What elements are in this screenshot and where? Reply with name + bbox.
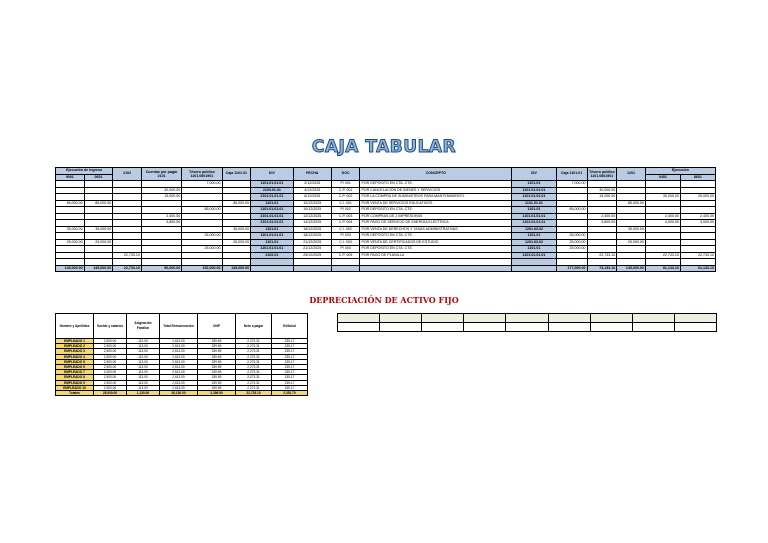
header-caja: Caja 1101.01 — [222, 168, 251, 181]
cell-total: 2,613.00 — [160, 370, 198, 375]
header-neto: Neto a pagar — [236, 314, 272, 339]
cell-div2: 1101.01.01.01 — [512, 252, 557, 259]
cell-g: 25,000.00 — [617, 239, 646, 246]
cell-h: 4,000.00 — [645, 220, 680, 227]
cell-i: 3,000.00 — [680, 220, 715, 227]
dep-cell — [548, 323, 590, 332]
cell-caja2: 85,000.00 — [556, 207, 587, 214]
cell-fecha: 4/12/2025 — [293, 187, 331, 194]
cell-div: 1101.01 — [251, 239, 293, 246]
cell-div2: 1101.01.01.01 — [512, 194, 557, 201]
cell-fecha: 18/12/2025 — [293, 233, 331, 240]
cell-concepto: POR PAGO DE PLANILLA — [360, 252, 512, 259]
total-a: 145,000.00 — [56, 265, 85, 272]
total-concepto — [360, 265, 512, 272]
cell-asig: 113.00 — [127, 385, 160, 390]
header-asignacion: Asignación Familiar — [127, 314, 160, 339]
cell-d: 3,800.00 — [141, 220, 181, 227]
cell-concepto: POR VENTA DE CERTIFICADOS DE ESTUDIO — [360, 239, 512, 246]
total-asig: 1,130.00 — [127, 391, 160, 396]
cell-sueldo: 2,500.00 — [94, 359, 127, 364]
cell-sueldo: 2,500.00 — [94, 344, 127, 349]
cell-concepto: POR CANCELACIÓN DE BIENES Y SERVICIOS — [360, 187, 512, 194]
header-nombre: Nombre y Apellidos — [56, 314, 94, 339]
cell-doc: C.P. 003 — [331, 213, 360, 220]
dep-cell — [464, 323, 506, 332]
cell-onp: 339.69 — [198, 339, 236, 344]
cell-nombre: EMPLEADO 4 — [56, 354, 94, 359]
cell-div2: 1101.01 — [512, 207, 557, 214]
cell-neto: 2,273.31 — [236, 339, 272, 344]
cell-asig: 113.00 — [127, 349, 160, 354]
cell-a: 85,000.00 — [56, 200, 85, 207]
dep-cell — [632, 314, 674, 323]
total-total: 26,130.00 — [160, 391, 198, 396]
dep-cell — [548, 314, 590, 323]
total-div2 — [512, 265, 557, 272]
header-0601: 0601 — [84, 174, 113, 181]
cell-ess: 235.17 — [272, 349, 308, 354]
cell-asig: 113.00 — [127, 359, 160, 364]
cell-neto: 2,273.31 — [236, 370, 272, 375]
cell-div2: 1101.01 — [512, 246, 557, 253]
total-ess: 2,351.70 — [272, 391, 308, 396]
dep-cell — [380, 314, 422, 323]
total-g: 145,000.00 — [617, 265, 646, 272]
cell-h: 22,733.10 — [645, 252, 680, 259]
cell-div: 1101.01.01.01 — [251, 181, 293, 188]
cell-div2: 1101.01 — [512, 233, 557, 240]
total-h: 81,133.10 — [645, 265, 680, 272]
header-div-2: DIV — [512, 168, 557, 181]
cell-doc: C.P. 001 — [331, 187, 360, 194]
cell-div2: 1101.01.01 — [512, 200, 557, 207]
cell-asig: 113.00 — [127, 365, 160, 370]
header-essalud: EsSalud — [272, 314, 308, 339]
cell-ess: 235.17 — [272, 385, 308, 390]
dep-cell — [674, 323, 716, 332]
cell-doc: C.P. 005 — [331, 252, 360, 259]
cell-nombre: EMPLEADO 5 — [56, 359, 94, 364]
cell-ess: 235.17 — [272, 365, 308, 370]
cell-onp: 339.69 — [198, 349, 236, 354]
totals-row — [56, 265, 716, 272]
cell-e: 7,000.00 — [182, 181, 222, 188]
cell-total: 2,613.00 — [160, 339, 198, 344]
cell-doc: P/ 003 — [331, 233, 360, 240]
cell-sueldo: 2,500.00 — [94, 375, 127, 380]
dep-cell — [422, 314, 464, 323]
cell-ess: 235.17 — [272, 339, 308, 344]
header-0401: 0401 — [645, 174, 680, 181]
total-i: 61,133.10 — [680, 265, 715, 272]
cell-d: 2,400.00 — [141, 213, 181, 220]
cell-sueldo: 2,500.00 — [94, 365, 127, 370]
cell-doc: C.I. 002 — [331, 226, 360, 233]
cell-tes2: 15,000.00 — [587, 194, 617, 201]
cell-asig: 113.00 — [127, 380, 160, 385]
cell-g: 35,000.00 — [617, 226, 646, 233]
planilla-totals-row — [56, 391, 308, 396]
cell-total: 2,613.00 — [160, 385, 198, 390]
depreciacion-table — [337, 313, 717, 332]
cell-onp: 339.69 — [198, 385, 236, 390]
cell-neto: 2,273.31 — [236, 380, 272, 385]
total-nombre: Totales — [56, 391, 94, 396]
cell-div: 2101.01.01.01 — [251, 213, 293, 220]
dep-cell — [590, 314, 632, 323]
total-doc — [331, 265, 360, 272]
cell-d: 15,000.00 — [141, 194, 181, 201]
cell-onp: 339.69 — [198, 370, 236, 375]
cell-fecha: 18/12/2025 — [293, 226, 331, 233]
cell-onp: 339.69 — [198, 344, 236, 349]
cell-ess: 235.17 — [272, 380, 308, 385]
cell-nombre: EMPLEADO 6 — [56, 365, 94, 370]
cell-concepto: POR LA COMPRA DE SUMINISTROS PARA MANTENIMIENTO — [360, 194, 512, 201]
total-onp: 3,396.90 — [198, 391, 236, 396]
cell-concepto: POR DEPÓSITO EN CTA. CTE. — [360, 181, 512, 188]
dep-cell — [338, 323, 380, 332]
cell-nombre: EMPLEADO 2 — [56, 344, 94, 349]
cell-nombre: EMPLEADO 10 — [56, 385, 94, 390]
cell-nombre: EMPLEADO 1 — [56, 339, 94, 344]
cell-total: 2,613.00 — [160, 349, 198, 354]
cell-tes2: 22,733.10 — [587, 252, 617, 259]
cell-concepto: POR COMPRAS DE 2 IMPRESORAS — [360, 213, 512, 220]
cell-doc: C.I. 003 — [331, 239, 360, 246]
cell-f: 85,000.00 — [222, 200, 251, 207]
dep-row — [338, 323, 717, 332]
cell-doc: C.P. 002 — [331, 194, 360, 201]
caja-tabular-table — [55, 167, 716, 272]
cell-a: 35,000.00 — [56, 226, 85, 233]
cell-b: 85,000.00 — [84, 200, 113, 207]
cell-div: 2101.01.01.01 — [251, 194, 293, 201]
cell-tes2: 2,400.00 — [587, 213, 617, 220]
cell-total: 2,613.00 — [160, 354, 198, 359]
cell-ess: 235.17 — [272, 359, 308, 364]
cell-fecha: 21/12/2025 — [293, 246, 331, 253]
total-div — [251, 265, 293, 272]
cell-doc: C.I. 001 — [331, 200, 360, 207]
dep-cell — [590, 323, 632, 332]
header-fecha: FECHA — [293, 168, 331, 181]
cell-sueldo: 2,500.00 — [94, 349, 127, 354]
page-title: CAJA TABULAR — [311, 137, 457, 157]
cell-sueldo: 2,500.00 — [94, 339, 127, 344]
cell-f: 25,000.00 — [222, 239, 251, 246]
cell-total: 2,613.00 — [160, 375, 198, 380]
cell-nombre: EMPLEADO 8 — [56, 375, 94, 380]
cell-neto: 2,273.31 — [236, 354, 272, 359]
total-sueldo: 25,000.00 — [94, 391, 127, 396]
cell-nombre: EMPLEADO 7 — [56, 370, 94, 375]
cell-div: 2102.01 — [251, 252, 293, 259]
cell-concepto: POR PAGO DE SERVICIO DE ENERGÍA ELÉCTRICA — [360, 220, 512, 227]
cell-b: 35,000.00 — [84, 226, 113, 233]
cell-i: 2,400.00 — [680, 213, 715, 220]
cell-asig: 113.00 — [127, 344, 160, 349]
dep-cell — [422, 323, 464, 332]
header-cuentas-por-pagar: Cuentas por pagar 2101 — [141, 168, 181, 181]
depreciacion-title: DEPRECIACIÓN DE ACTIVO FIJO — [309, 295, 459, 305]
cell-d: 30,000.00 — [141, 187, 181, 194]
cell-doc: C.P. 004 — [331, 220, 360, 227]
header-9001: 9001 — [56, 174, 85, 181]
header-2102: 2102 — [113, 168, 142, 181]
dep-cell — [338, 314, 380, 323]
cell-onp: 339.69 — [198, 365, 236, 370]
cell-div: 1101.01 — [251, 226, 293, 233]
cell-doc: P/ 001 — [331, 181, 360, 188]
cell-ess: 235.17 — [272, 344, 308, 349]
cell-concepto: POR DEPÓSITO EN CTA. CTE. — [360, 246, 512, 253]
cell-i: 25,000.00 — [680, 194, 715, 201]
cell-sueldo: 2,500.00 — [94, 380, 127, 385]
total-neto: 22,733.10 — [236, 391, 272, 396]
cell-i: 22,733.10 — [680, 252, 715, 259]
cell-total: 2,613.00 — [160, 344, 198, 349]
cell-sueldo: 2,500.00 — [94, 370, 127, 375]
cell-h: 35,000.00 — [645, 194, 680, 201]
cell-fecha: 12/12/2025 — [293, 213, 331, 220]
cell-neto: 2,273.31 — [236, 365, 272, 370]
cell-fecha: 25/12/2025 — [293, 252, 331, 259]
total-tes2: 73,133.10 — [587, 265, 617, 272]
cell-a: 25,000.00 — [56, 239, 85, 246]
dep-row — [338, 314, 717, 323]
cell-total: 2,613.00 — [160, 359, 198, 364]
cell-c: 22,733.10 — [113, 252, 142, 259]
cell-f: 35,000.00 — [222, 226, 251, 233]
cell-e: 85,000.00 — [182, 207, 222, 214]
dep-cell — [506, 323, 548, 332]
cell-div2: 1101.01 — [512, 181, 557, 188]
total-c: 22,733.10 — [113, 265, 142, 272]
cell-doc: P/ 004 — [331, 246, 360, 253]
cell-onp: 339.69 — [198, 375, 236, 380]
cell-concepto: POR VENTA DE DERECHOS Y TASAS ADMINISTRATIVAS — [360, 226, 512, 233]
total-d: 56,000.00 — [141, 265, 181, 272]
cell-asig: 113.00 — [127, 354, 160, 359]
cell-caja2: 25,000.00 — [556, 239, 587, 246]
header-ejecucion-ingreso: Ejecución de ingreso — [56, 168, 113, 175]
cell-total: 2,613.00 — [160, 380, 198, 385]
cell-concepto: POR VENTA DE SERVICIOS EDUCATIVOS — [360, 200, 512, 207]
cell-tes2: 3,800.00 — [587, 220, 617, 227]
cell-neto: 2,273.31 — [236, 349, 272, 354]
dep-cell — [632, 323, 674, 332]
cell-nombre: EMPLEADO 9 — [56, 380, 94, 385]
header-ejecucion: Ejecución — [645, 168, 715, 175]
cell-fecha: 10/12/2025 — [293, 207, 331, 214]
cell-e: 25,000.00 — [182, 246, 222, 253]
cell-concepto: POR DEPÓSITO EN CTA. CTE. — [360, 207, 512, 214]
cell-fecha: 10/12/2025 — [293, 200, 331, 207]
cell-asig: 113.00 — [127, 339, 160, 344]
cell-div2: 1201.03.02 — [512, 226, 557, 233]
cell-tes2: 30,000.00 — [587, 187, 617, 194]
cell-div: 1101.01.01.01 — [251, 207, 293, 214]
header-1201: 1201 — [617, 168, 646, 181]
cell-caja2: 35,000.00 — [556, 233, 587, 240]
cell-div: 2103.01.01 — [251, 187, 293, 194]
header-div: DIV — [251, 168, 293, 181]
cell-sueldo: 2,500.00 — [94, 354, 127, 359]
cell-neto: 2,273.31 — [236, 375, 272, 380]
dep-cell — [464, 314, 506, 323]
cell-div2: 1101.01.01.01 — [512, 213, 557, 220]
cell-ess: 235.17 — [272, 354, 308, 359]
cell-caja2: 25,000.00 — [556, 246, 587, 253]
cell-sueldo: 2,500.00 — [94, 385, 127, 390]
header-sueldo: Sueldo y salarios — [94, 314, 127, 339]
dep-cell — [674, 314, 716, 323]
cell-total: 2,613.00 — [160, 365, 198, 370]
cell-asig: 113.00 — [127, 370, 160, 375]
cell-neto: 2,273.31 — [236, 344, 272, 349]
total-fecha — [293, 265, 331, 272]
cell-nombre: EMPLEADO 3 — [56, 349, 94, 354]
header-onp: ONP — [198, 314, 236, 339]
header-doc: DOC — [331, 168, 360, 181]
cell-onp: 339.69 — [198, 380, 236, 385]
cell-caja2: 7,000.00 — [556, 181, 587, 188]
cell-concepto: POR DEPÓSITO EN CTA. CTE. — [360, 233, 512, 240]
cell-fecha: 14/12/2025 — [293, 220, 331, 227]
dep-cell — [380, 323, 422, 332]
header-tesoro-publico: Tésoro público 1101.0801901 — [182, 168, 222, 181]
cell-ess: 235.17 — [272, 370, 308, 375]
dep-cell — [506, 314, 548, 323]
header-8601: 8601 — [680, 174, 715, 181]
cell-doc: P/ 002 — [331, 207, 360, 214]
total-f: 145,000.00 — [222, 265, 251, 272]
total-caja2: 177,000.00 — [556, 265, 587, 272]
cell-neto: 2,273.31 — [236, 385, 272, 390]
cell-asig: 113.00 — [127, 375, 160, 380]
cell-fecha: 21/12/2025 — [293, 239, 331, 246]
cell-div: 1101.01.01.01 — [251, 233, 293, 240]
cell-div2: 1101.01.01.01 — [512, 187, 557, 194]
cell-onp: 339.69 — [198, 359, 236, 364]
cell-h: 2,400.00 — [645, 213, 680, 220]
cell-ess: 235.17 — [272, 375, 308, 380]
cell-g: 85,000.00 — [617, 200, 646, 207]
header-total-remuneracion: Total Remuneración — [160, 314, 198, 339]
planilla-table — [55, 313, 308, 396]
cell-b: 25,000.00 — [84, 239, 113, 246]
cell-onp: 339.69 — [198, 354, 236, 359]
header-concepto: CONCEPTO — [360, 168, 512, 181]
cell-fecha: 6/12/2025 — [293, 194, 331, 201]
header-caja-2: Caja 1101.01 — [556, 168, 587, 181]
cell-div2: 1101.01.01.01 — [512, 220, 557, 227]
total-e: 152,000.00 — [182, 265, 222, 272]
total-b: 145,000.00 — [84, 265, 113, 272]
cell-fecha: 2/12/2025 — [293, 181, 331, 188]
cell-neto: 2,273.31 — [236, 359, 272, 364]
cell-div: 2101.01.01.01 — [251, 220, 293, 227]
cell-div: 1101.01.01.01 — [251, 246, 293, 253]
cell-e: 35,000.00 — [182, 233, 222, 240]
cell-div: 1101.01 — [251, 200, 293, 207]
cell-div2: 1201.03.02 — [512, 239, 557, 246]
header-tesoro-publico-2: Tésoro público 1101.0801901 — [587, 168, 617, 181]
